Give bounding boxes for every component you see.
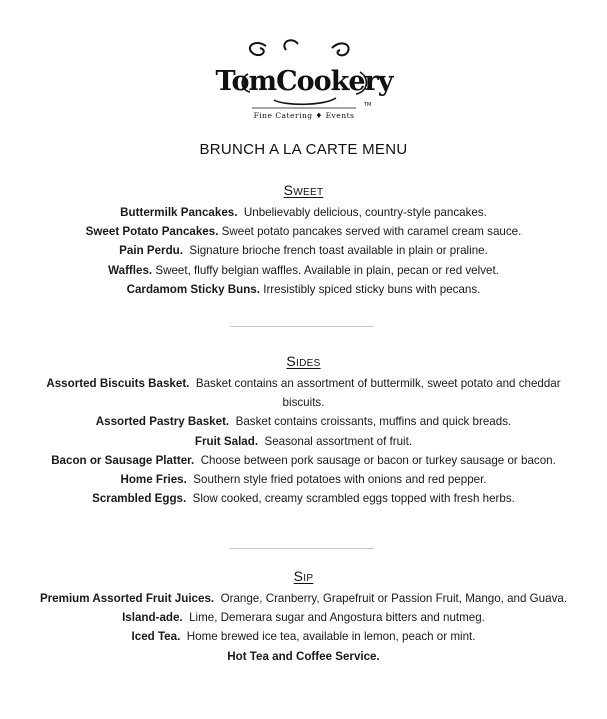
item-desc: Basket contains croissants, muffins and quick breads. (235, 415, 512, 429)
menu-item (30, 647, 577, 666)
item-desc: Seasonal assortment of fruit. (264, 434, 413, 448)
item-name: Iced Tea. (131, 630, 181, 644)
item-name: Assorted Pastry Basket. (95, 415, 230, 429)
menu-item (40, 222, 567, 241)
item-name: Island-ade. (122, 611, 183, 625)
item-desc: Orange, Cranberry, Grapefruit or Passion Fruit, Mango, and Guava. (220, 592, 568, 605)
menu-item (40, 489, 567, 508)
trademark-mark: TM (363, 102, 371, 108)
menu-item (40, 241, 567, 260)
section-heading: Sip (293, 568, 314, 584)
menu-item (40, 451, 567, 470)
menu-item (40, 203, 567, 222)
menu-title: BRUNCH A LA CARTE MENU (199, 141, 408, 158)
item-name: Buttermilk Pancakes. (120, 206, 238, 219)
item-name: Waffles. (108, 263, 153, 277)
item-name: Bacon or Sausage Platter. (51, 453, 195, 467)
item-desc: Home brewed ice tea, available in lemon, peach or mint. (186, 630, 476, 644)
item-name: Cardamom Sticky Buns. (126, 282, 260, 296)
tomcookery-logo-mark (214, 38, 394, 124)
section-sweet (40, 182, 567, 299)
menu-item (40, 412, 567, 431)
brand-logo (0, 38, 607, 124)
menu-item (30, 589, 577, 608)
item-desc: Signature brioche french toast available in plain or praline. (189, 244, 488, 258)
menu-item (40, 280, 567, 299)
section-sides (40, 353, 567, 508)
item-desc: Sweet potato pancakes served with caramel cream sauce. (221, 225, 522, 239)
menu-item (40, 261, 567, 280)
item-name: Assorted Biscuits Basket. (46, 377, 190, 390)
section-divider (230, 548, 374, 549)
item-name: Pain Perdu. (119, 244, 183, 258)
menu-item (30, 627, 577, 646)
item-desc: Irresistibly spiced sticky buns with pecans. (263, 282, 481, 296)
section-sip (30, 568, 577, 666)
item-name: Hot Tea and Coffee Service. (227, 649, 380, 663)
item-name: Home Fries. (120, 473, 187, 487)
item-name: Premium Assorted Fruit Juices. (39, 592, 215, 605)
item-desc: Sweet, fluffy belgian waffles. Available in plain, pecan or red velvet. (155, 263, 499, 277)
menu-item (40, 374, 567, 412)
menu-item (40, 470, 567, 489)
item-name: Scrambled Eggs. (92, 492, 187, 506)
item-name: Sweet Potato Pancakes. (85, 225, 219, 239)
logo-wordmark: TomCookery (215, 66, 392, 97)
menu-item (30, 608, 577, 627)
item-desc: Slow cooked, creamy scrambled eggs topped with fresh herbs. (192, 492, 515, 506)
item-desc: Unbelievably delicious, country-style pancakes. (243, 206, 487, 219)
item-desc: Choose between pork sausage or bacon or turkey sausage or bacon. (200, 453, 556, 467)
section-divider (230, 326, 374, 327)
logo-tagline: Fine Catering ♦ Events (253, 111, 354, 120)
menu-item (40, 432, 567, 451)
item-desc: Lime, Demerara sugar and Angostura bitters and nutmeg. (189, 611, 485, 625)
section-heading: Sweet (283, 182, 324, 198)
item-desc: Southern style fried potatoes with onions and red pepper. (193, 473, 487, 487)
item-name: Fruit Salad. (194, 434, 259, 448)
item-desc: Basket contains an assortment of buttermilk, sweet potato and cheddar biscuits. (195, 377, 561, 410)
section-heading: Sides (286, 353, 321, 369)
